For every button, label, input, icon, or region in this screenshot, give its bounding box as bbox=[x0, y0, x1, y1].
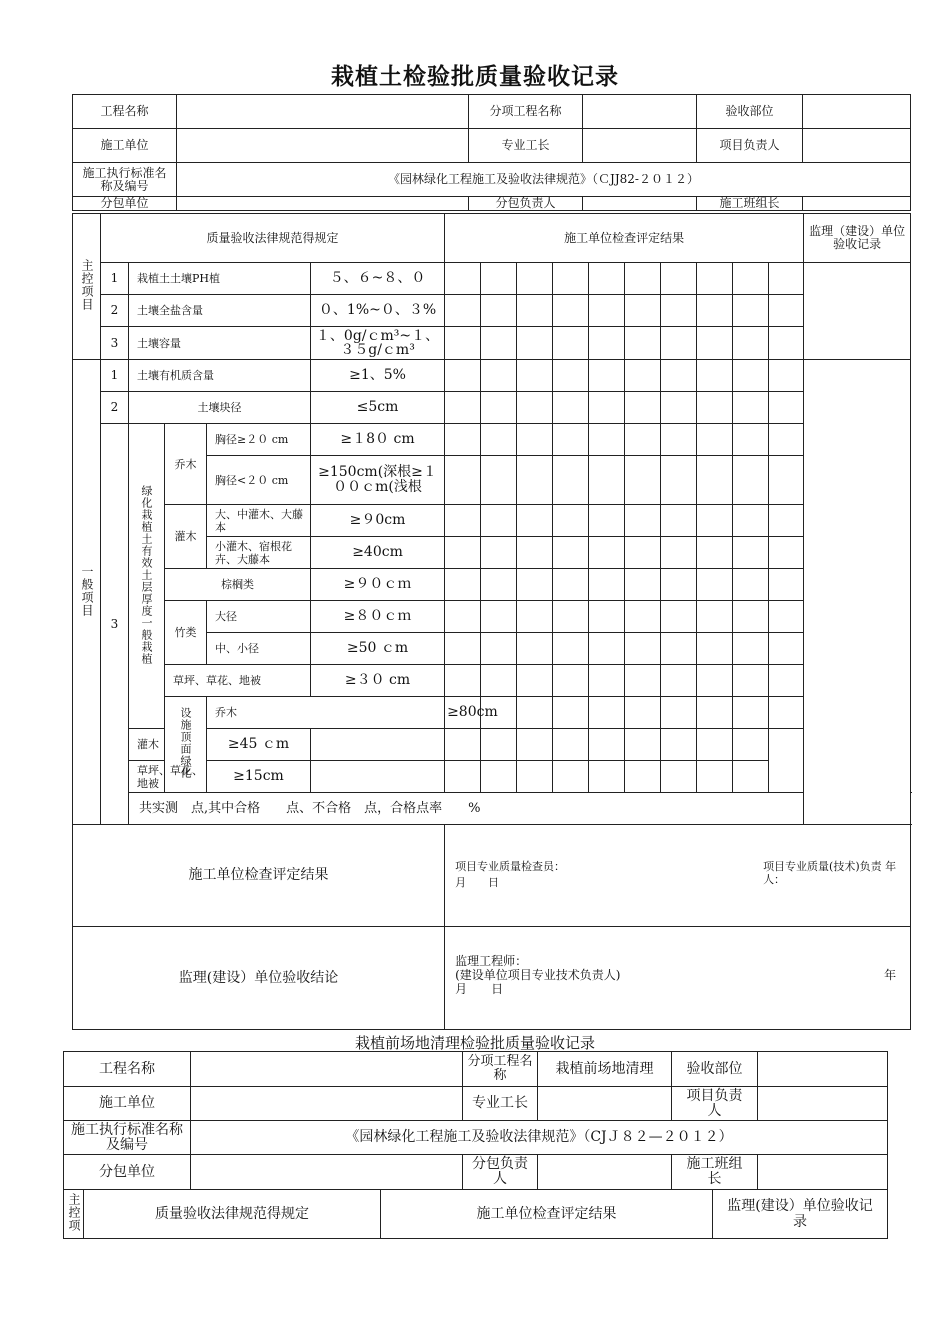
tree-big-value: ≥１8０ cm bbox=[311, 424, 445, 456]
check-cell[interactable] bbox=[625, 424, 661, 456]
form2-subcontractor-label: 分包单位 bbox=[64, 1155, 191, 1190]
form2-subcontractor-leader-label: 分包负责人 bbox=[463, 1155, 538, 1190]
check-section-content[interactable] bbox=[445, 825, 911, 927]
check-cell[interactable] bbox=[589, 697, 625, 729]
check-cell[interactable] bbox=[311, 729, 445, 761]
owner-label: (建设单位项目专业技术负责人) bbox=[455, 968, 621, 982]
check-cell[interactable] bbox=[517, 424, 553, 456]
check-cell[interactable] bbox=[445, 601, 481, 633]
check-cell[interactable] bbox=[733, 729, 769, 761]
main-item-no: 3 bbox=[101, 327, 129, 360]
check-cell[interactable] bbox=[589, 360, 625, 392]
main-item-no: 2 bbox=[101, 295, 129, 327]
check-cell[interactable] bbox=[589, 569, 625, 601]
check-cell[interactable] bbox=[517, 505, 553, 537]
check-cell[interactable] bbox=[481, 295, 517, 327]
supervision-year-label: 年 bbox=[884, 968, 897, 982]
check-cell[interactable] bbox=[517, 537, 553, 569]
check-cell[interactable] bbox=[697, 601, 733, 633]
check-cell[interactable] bbox=[553, 697, 589, 729]
check-cell[interactable] bbox=[733, 633, 769, 665]
roof-grass-label: 草坪、草花、地被 bbox=[129, 761, 207, 793]
main-item-name: 栽植土土壤PH植 bbox=[129, 263, 311, 295]
acceptance-part-label: 验收部位 bbox=[697, 95, 803, 129]
check-cell[interactable] bbox=[553, 601, 589, 633]
check-cell[interactable] bbox=[445, 424, 481, 456]
form2-standard-value: 《园林绿化工程施工及验收法律规范》（CJＪ８２—２０１２） bbox=[191, 1121, 888, 1155]
supervision-section-content[interactable] bbox=[445, 927, 911, 1030]
form2-sub-project-value: 栽植前场地清理 bbox=[538, 1052, 672, 1087]
project-name-label: 工程名称 bbox=[73, 95, 177, 129]
check-cell[interactable] bbox=[661, 360, 697, 392]
grass-label: 草坪、草花、地被 bbox=[165, 665, 311, 697]
general-item-no: 1 bbox=[101, 360, 129, 392]
main-control-label: 主控项目 bbox=[73, 214, 101, 360]
form2-title: 栽植前场地清理检验批质量验收记录 bbox=[354, 1034, 595, 1052]
check-cell[interactable] bbox=[481, 633, 517, 665]
check-cell[interactable] bbox=[733, 424, 769, 456]
standard-label: 施工执行标准名称及编号 bbox=[73, 163, 177, 197]
check-cell[interactable] bbox=[769, 392, 804, 424]
check-cell[interactable] bbox=[553, 665, 589, 697]
team-leader-field[interactable] bbox=[803, 197, 911, 211]
check-cell[interactable] bbox=[733, 697, 769, 729]
check-cell[interactable] bbox=[445, 392, 481, 424]
inspector-label: 项目专业质量检查员： bbox=[455, 859, 566, 873]
check-cell[interactable] bbox=[481, 327, 517, 360]
check-cell[interactable] bbox=[589, 424, 625, 456]
check-cell[interactable] bbox=[661, 697, 697, 729]
check-cell[interactable] bbox=[445, 665, 481, 697]
form2-sub-project-label: 分项工程名称 bbox=[463, 1052, 538, 1087]
shrub-big-value: ≥９0cm bbox=[311, 505, 445, 537]
project-name-field[interactable] bbox=[177, 95, 469, 129]
check-cell[interactable] bbox=[553, 392, 589, 424]
check-cell[interactable] bbox=[481, 392, 517, 424]
construction-unit-field[interactable] bbox=[177, 129, 469, 163]
check-cell[interactable] bbox=[733, 537, 769, 569]
check-cell[interactable] bbox=[517, 665, 553, 697]
check-cell[interactable] bbox=[733, 505, 769, 537]
general-items-label: 一般项目 bbox=[73, 360, 101, 825]
check-cell[interactable] bbox=[661, 424, 697, 456]
shrub-big-label: 大、中灌木、大藤本 bbox=[207, 505, 311, 537]
shrub-small-label: 小灌木、宿根花卉、大藤本 bbox=[207, 537, 311, 569]
check-cell[interactable] bbox=[661, 729, 697, 761]
check-cell[interactable] bbox=[697, 505, 733, 537]
general-supervision-cell[interactable] bbox=[804, 360, 911, 825]
summary-text: 共实测 点,其中合格 点、不合格 点，合格点率 % bbox=[129, 793, 911, 825]
check-cell[interactable] bbox=[553, 360, 589, 392]
check-cell[interactable] bbox=[481, 263, 517, 295]
form2-project-name-label: 工程名称 bbox=[64, 1052, 191, 1087]
check-cell[interactable] bbox=[553, 633, 589, 665]
check-cell[interactable] bbox=[733, 327, 769, 360]
check-cell[interactable] bbox=[445, 537, 481, 569]
check-cell[interactable] bbox=[517, 263, 553, 295]
check-cell[interactable] bbox=[553, 729, 589, 761]
form2-acceptance-part-field[interactable] bbox=[758, 1052, 888, 1087]
check-cell[interactable] bbox=[553, 295, 589, 327]
form2-subcontractor-leader-field[interactable] bbox=[538, 1155, 672, 1190]
check-cell[interactable] bbox=[481, 601, 517, 633]
check-cell[interactable] bbox=[481, 505, 517, 537]
roof-grass-value: ≥15cm bbox=[207, 761, 311, 793]
check-cell[interactable] bbox=[481, 537, 517, 569]
check-cell[interactable] bbox=[661, 569, 697, 601]
check-cell[interactable] bbox=[589, 633, 625, 665]
check-cell[interactable] bbox=[625, 263, 661, 295]
supervision-column-header: 监理（建设）单位验收记录 bbox=[804, 214, 911, 263]
form2-subcontractor-field[interactable] bbox=[191, 1155, 463, 1190]
check-cell[interactable] bbox=[769, 569, 804, 601]
form1-header-table bbox=[72, 94, 911, 211]
check-cell[interactable] bbox=[311, 761, 445, 793]
check-section-label: 施工单位检查评定结果 bbox=[73, 825, 445, 927]
team-leader-label: 施工班组长 bbox=[697, 197, 803, 211]
check-cell[interactable] bbox=[625, 360, 661, 392]
standard-value: 《园林绿化工程施工及验收法律规范》（ＣJJ82-２０１２） bbox=[177, 163, 911, 197]
check-cell[interactable] bbox=[661, 633, 697, 665]
form2-project-name-field[interactable] bbox=[191, 1052, 463, 1087]
check-cell[interactable] bbox=[553, 537, 589, 569]
check-cell[interactable] bbox=[769, 424, 804, 456]
subcontractor-leader-field[interactable] bbox=[583, 197, 697, 211]
check-cell[interactable] bbox=[769, 633, 804, 665]
check-cell[interactable] bbox=[697, 569, 733, 601]
main-item-value: ５、６~８、０ bbox=[311, 263, 445, 295]
check-cell[interactable] bbox=[481, 456, 517, 505]
form2-project-leader-label: 项目负责人 bbox=[672, 1087, 758, 1121]
check-cell[interactable] bbox=[697, 537, 733, 569]
check-cell[interactable] bbox=[661, 761, 697, 793]
check-cell[interactable] bbox=[481, 729, 517, 761]
roof-tree-value: ≥80cm bbox=[445, 697, 481, 729]
bamboo-big-value: ≥８０ｃｍ bbox=[311, 601, 445, 633]
check-cell[interactable] bbox=[481, 360, 517, 392]
check-cell[interactable] bbox=[445, 505, 481, 537]
check-cell[interactable] bbox=[697, 456, 733, 505]
check-cell[interactable] bbox=[517, 456, 553, 505]
check-cell[interactable] bbox=[733, 392, 769, 424]
shrub-label: 灌木 bbox=[165, 505, 207, 569]
acceptance-part-field[interactable] bbox=[803, 95, 911, 129]
construction-unit-label: 施工单位 bbox=[73, 129, 177, 163]
check-cell[interactable] bbox=[697, 633, 733, 665]
check-month-day-label: 月 日 bbox=[455, 875, 500, 889]
form2-spec-header: 质量验收法律规范得规定 bbox=[84, 1190, 381, 1239]
check-cell[interactable] bbox=[589, 327, 625, 360]
form2-construction-unit-field[interactable] bbox=[191, 1087, 463, 1121]
check-cell[interactable] bbox=[445, 360, 481, 392]
check-cell[interactable] bbox=[517, 761, 553, 793]
check-cell[interactable] bbox=[733, 761, 769, 793]
check-cell[interactable] bbox=[661, 263, 697, 295]
check-cell[interactable] bbox=[625, 601, 661, 633]
main-item-name: 土壤全盐含量 bbox=[129, 295, 311, 327]
shrub-small-value: ≥40cm bbox=[311, 537, 445, 569]
check-cell[interactable] bbox=[553, 456, 589, 505]
tech-leader-label: 项目专业质量(技术)负责人： bbox=[763, 859, 882, 886]
form2-foreman-field[interactable] bbox=[538, 1087, 672, 1121]
main-supervision-cell[interactable] bbox=[804, 263, 911, 360]
check-cell[interactable] bbox=[553, 761, 589, 793]
palm-label: 棕榈类 bbox=[165, 569, 311, 601]
check-cell[interactable] bbox=[517, 392, 553, 424]
check-cell[interactable] bbox=[445, 761, 481, 793]
supervision-section-label: 监理(建设）单位验收结论 bbox=[73, 927, 445, 1030]
check-cell[interactable] bbox=[589, 456, 625, 505]
form2-team-leader-label: 施工班组长 bbox=[672, 1155, 758, 1190]
check-cell[interactable] bbox=[733, 569, 769, 601]
palm-value: ≥９０ｃｍ bbox=[311, 569, 445, 601]
check-cell[interactable] bbox=[625, 633, 661, 665]
main-item-value: ０、1%~０、３% bbox=[311, 295, 445, 327]
check-cell[interactable] bbox=[517, 569, 553, 601]
check-cell[interactable] bbox=[625, 697, 661, 729]
supervision-month-day-label: 月 日 bbox=[455, 982, 504, 996]
check-cell[interactable] bbox=[697, 263, 733, 295]
check-cell[interactable] bbox=[769, 360, 804, 392]
check-cell[interactable] bbox=[589, 263, 625, 295]
check-cell[interactable] bbox=[625, 729, 661, 761]
subcontractor-leader-label: 分包负责人 bbox=[469, 197, 583, 211]
general-item-name: 土壤有机质含量 bbox=[129, 360, 311, 392]
check-cell[interactable] bbox=[445, 263, 481, 295]
check-cell[interactable] bbox=[589, 505, 625, 537]
page-title: 栽植土检验批质量验收记录 bbox=[331, 63, 619, 90]
check-cell[interactable] bbox=[661, 537, 697, 569]
check-cell[interactable] bbox=[481, 761, 517, 793]
check-cell[interactable] bbox=[697, 761, 733, 793]
check-cell[interactable] bbox=[625, 569, 661, 601]
tree-big-label: 胸径≥２０ cm bbox=[207, 424, 311, 456]
grass-value: ≥３０ cm bbox=[311, 665, 445, 697]
project-leader-label: 项目负责人 bbox=[697, 129, 803, 163]
roof-shrub-label: 灌木 bbox=[129, 729, 207, 761]
main-item-value: １、0g/ｃm³~１、３５g/ｃm³ bbox=[311, 327, 445, 360]
general-item-no: 3 bbox=[101, 424, 129, 825]
check-cell[interactable] bbox=[517, 633, 553, 665]
check-cell[interactable] bbox=[481, 424, 517, 456]
foreman-label: 专业工长 bbox=[469, 129, 583, 163]
check-cell[interactable] bbox=[517, 601, 553, 633]
general-item-no: 2 bbox=[101, 392, 129, 424]
foreman-field[interactable] bbox=[583, 129, 697, 163]
subcontractor-label: 分包单位 bbox=[73, 197, 177, 211]
bamboo-small-value: ≥50 ｃm bbox=[311, 633, 445, 665]
form2-check-result-header: 施工单位检查评定结果 bbox=[381, 1190, 713, 1239]
green-soil-label: 绿化栽植土有效土层厚度一般栽植 bbox=[129, 424, 165, 729]
check-cell[interactable] bbox=[733, 263, 769, 295]
check-cell[interactable] bbox=[517, 327, 553, 360]
check-cell[interactable] bbox=[625, 505, 661, 537]
engineer-label: 监理工程师： bbox=[455, 954, 528, 968]
check-cell[interactable] bbox=[733, 665, 769, 697]
check-cell[interactable] bbox=[769, 456, 804, 505]
check-cell[interactable] bbox=[661, 392, 697, 424]
check-cell[interactable] bbox=[445, 327, 481, 360]
project-leader-field[interactable] bbox=[803, 129, 911, 163]
check-result-column-header: 施工单位检查评定结果 bbox=[445, 214, 804, 263]
check-cell[interactable] bbox=[697, 729, 733, 761]
form2-main-label: 主控项 bbox=[64, 1190, 84, 1239]
check-cell[interactable] bbox=[625, 537, 661, 569]
form1-items-table bbox=[72, 213, 911, 1030]
check-cell[interactable] bbox=[625, 665, 661, 697]
check-cell[interactable] bbox=[481, 569, 517, 601]
form2-table bbox=[63, 1051, 888, 1239]
check-cell[interactable] bbox=[589, 295, 625, 327]
form2-foreman-label: 专业工长 bbox=[463, 1087, 538, 1121]
check-cell[interactable] bbox=[697, 424, 733, 456]
check-cell[interactable] bbox=[733, 601, 769, 633]
check-cell[interactable] bbox=[517, 360, 553, 392]
check-cell[interactable] bbox=[589, 392, 625, 424]
tree-small-value: ≥150cm(深根≥１００ｃm(浅根 bbox=[311, 456, 445, 505]
sub-project-label: 分项工程名称 bbox=[469, 95, 583, 129]
check-cell[interactable] bbox=[445, 729, 481, 761]
form2-standard-label: 施工执行标准名称及编号 bbox=[64, 1121, 191, 1155]
check-cell[interactable] bbox=[445, 569, 481, 601]
check-cell[interactable] bbox=[697, 295, 733, 327]
check-cell[interactable] bbox=[553, 424, 589, 456]
check-cell[interactable] bbox=[625, 392, 661, 424]
check-cell[interactable] bbox=[661, 505, 697, 537]
check-cell[interactable] bbox=[517, 697, 553, 729]
check-cell[interactable] bbox=[697, 360, 733, 392]
check-cell[interactable] bbox=[697, 665, 733, 697]
check-cell[interactable] bbox=[769, 697, 804, 729]
check-cell[interactable] bbox=[445, 456, 481, 505]
bamboo-label: 竹类 bbox=[165, 601, 207, 665]
tree-small-label: 胸径<２０ cm bbox=[207, 456, 311, 505]
check-cell[interactable] bbox=[625, 295, 661, 327]
check-cell[interactable] bbox=[661, 456, 697, 505]
form2-construction-unit-label: 施工单位 bbox=[64, 1087, 191, 1121]
form2-acceptance-part-label: 验收部位 bbox=[672, 1052, 758, 1087]
check-cell[interactable] bbox=[625, 456, 661, 505]
check-cell[interactable] bbox=[481, 665, 517, 697]
check-cell[interactable] bbox=[625, 327, 661, 360]
check-cell[interactable] bbox=[445, 295, 481, 327]
subcontractor-field[interactable] bbox=[177, 197, 469, 211]
roof-shrub-value: ≥45 ｃm bbox=[207, 729, 311, 761]
general-item-value: ≤5cm bbox=[311, 392, 445, 424]
check-cell[interactable] bbox=[553, 263, 589, 295]
check-cell[interactable] bbox=[661, 601, 697, 633]
check-cell[interactable] bbox=[697, 392, 733, 424]
check-cell[interactable] bbox=[553, 327, 589, 360]
check-cell[interactable] bbox=[733, 360, 769, 392]
check-cell[interactable] bbox=[733, 295, 769, 327]
check-cell[interactable] bbox=[769, 263, 804, 295]
check-cell[interactable] bbox=[661, 665, 697, 697]
check-cell[interactable] bbox=[769, 327, 804, 360]
check-cell[interactable] bbox=[661, 295, 697, 327]
check-cell[interactable] bbox=[625, 761, 661, 793]
check-cell[interactable] bbox=[697, 697, 733, 729]
form2-supervision-header: 监理(建设）单位验收记录 bbox=[713, 1190, 888, 1239]
check-cell[interactable] bbox=[589, 729, 625, 761]
check-cell[interactable] bbox=[769, 295, 804, 327]
check-cell[interactable] bbox=[661, 327, 697, 360]
general-item-value: ≥1、5% bbox=[311, 360, 445, 392]
check-cell[interactable] bbox=[697, 327, 733, 360]
check-cell[interactable] bbox=[769, 537, 804, 569]
check-cell[interactable] bbox=[733, 456, 769, 505]
main-item-name: 土壤容量 bbox=[129, 327, 311, 360]
bamboo-big-label: 大径 bbox=[207, 601, 311, 633]
roof-green-label: 设施顶面绿化 bbox=[165, 697, 207, 793]
check-cell[interactable] bbox=[769, 665, 804, 697]
check-cell[interactable] bbox=[517, 295, 553, 327]
check-cell[interactable] bbox=[445, 633, 481, 665]
main-item-no: 1 bbox=[101, 263, 129, 295]
roof-tree-label: 乔木 bbox=[207, 697, 445, 729]
check-cell[interactable] bbox=[769, 505, 804, 537]
bamboo-small-label: 中、小径 bbox=[207, 633, 311, 665]
check-cell[interactable] bbox=[553, 569, 589, 601]
check-cell[interactable] bbox=[553, 505, 589, 537]
check-cell[interactable] bbox=[589, 537, 625, 569]
check-cell[interactable] bbox=[769, 601, 804, 633]
form2-team-leader-field[interactable] bbox=[758, 1155, 888, 1190]
tree-label: 乔木 bbox=[165, 424, 207, 505]
spec-column-header: 质量验收法律规范得规定 bbox=[101, 214, 445, 263]
check-cell[interactable] bbox=[517, 729, 553, 761]
sub-project-field[interactable] bbox=[583, 95, 697, 129]
check-cell[interactable] bbox=[589, 761, 625, 793]
check-cell[interactable] bbox=[589, 665, 625, 697]
general-item-name: 土壤块径 bbox=[129, 392, 311, 424]
form2-project-leader-field[interactable] bbox=[758, 1087, 888, 1121]
check-year-label: 年 bbox=[885, 859, 897, 873]
check-cell[interactable] bbox=[589, 601, 625, 633]
